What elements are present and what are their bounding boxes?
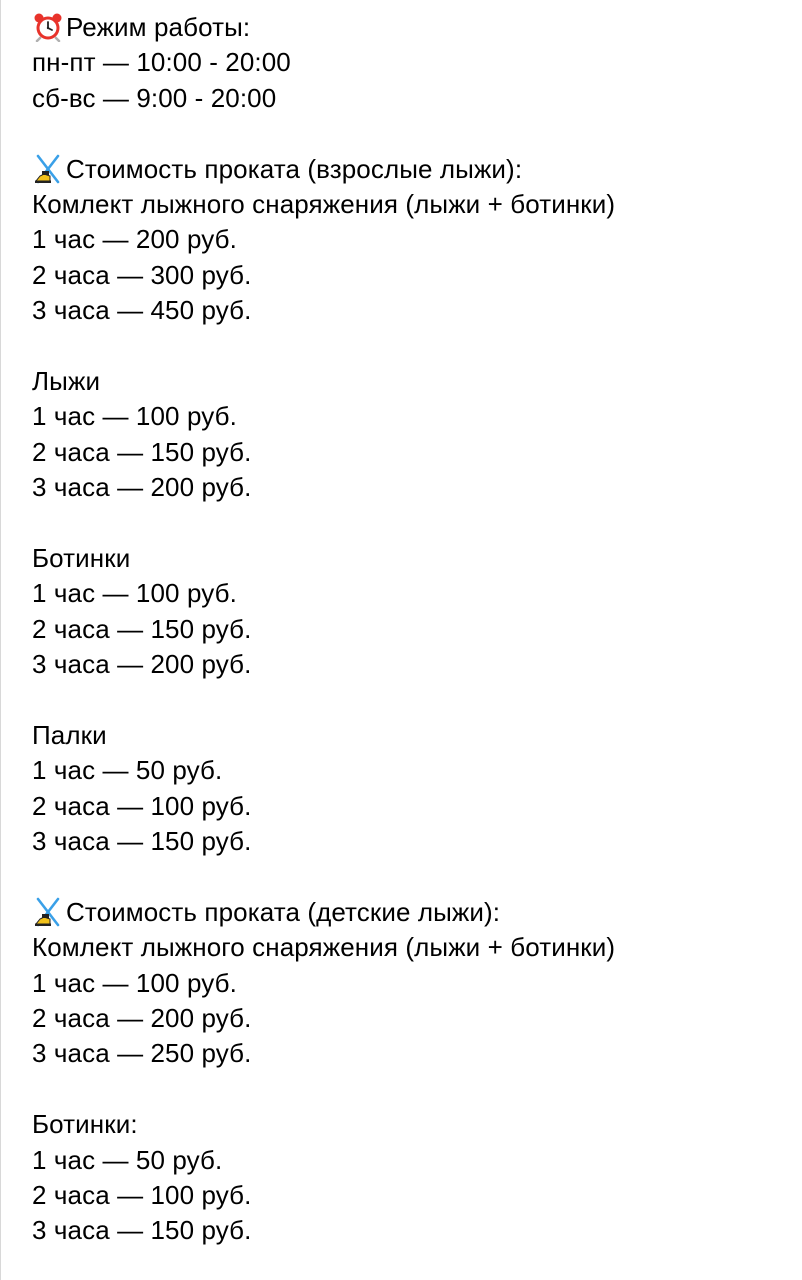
adult-set-price-2h: 2 часа — 300 руб. (32, 259, 252, 290)
adult-poles-title: Палки (32, 719, 107, 750)
hours-title: Режим работы: (66, 12, 251, 42)
adult-boots-title: Ботинки (32, 542, 131, 573)
message-text (32, 10, 792, 1249)
adult-skis-price-1h: 1 час — 100 руб. (32, 401, 237, 432)
skier-icon (32, 154, 64, 184)
adult-set-price-3h: 3 часа — 450 руб. (32, 295, 252, 326)
kids-set-price-1h: 1 час — 100 руб. (32, 967, 237, 998)
alarm-clock-icon (32, 12, 64, 42)
kids-title: Стоимость проката (детские лыжи): (66, 896, 501, 927)
kids-boots-title: Ботинки: (32, 1109, 138, 1140)
kids-boots-price-2h: 2 часа — 100 руб. (32, 1179, 252, 1210)
adult-skis-price-2h: 2 часа — 150 руб. (32, 436, 252, 467)
hours-weekdays: пн-пт — 10:00 - 20:00 (32, 47, 291, 78)
kids-boots-price-1h: 1 час — 50 руб. (32, 1144, 223, 1175)
adult-boots-price-3h: 3 часа — 200 руб. (32, 649, 252, 680)
adult-skis-price-3h: 3 часа — 200 руб. (32, 472, 252, 503)
adult-poles-price-2h: 2 часа — 100 руб. (32, 790, 252, 821)
adult-poles-price-1h: 1 час — 50 руб. (32, 755, 223, 786)
kids-boots-price-3h: 3 часа — 150 руб. (32, 1215, 252, 1246)
kids-set-title: Комлект лыжного снаряжения (лыжи + ботинки) (32, 932, 616, 963)
adult-title-line (32, 152, 792, 187)
kids-set-price-2h: 2 часа — 200 руб. (32, 1002, 252, 1033)
hours-weekend: сб-вс — 9:00 - 20:00 (32, 82, 277, 113)
skier-icon (32, 897, 64, 927)
adult-set-price-1h: 1 час — 200 руб. (32, 224, 237, 255)
kids-set-price-3h: 3 часа — 250 руб. (32, 1038, 252, 1069)
adult-title: Стоимость проката (взрослые лыжи): (66, 153, 523, 184)
kids-title-line (32, 895, 792, 930)
adult-poles-price-3h: 3 часа — 150 руб. (32, 825, 252, 856)
adult-skis-title: Лыжи (32, 365, 101, 396)
left-border (0, 0, 1, 1280)
hours-title-line (32, 10, 792, 45)
adult-boots-price-2h: 2 часа — 150 руб. (32, 613, 252, 644)
adult-boots-price-1h: 1 час — 100 руб. (32, 578, 237, 609)
adult-set-title: Комлект лыжного снаряжения (лыжи + ботинки) (32, 188, 616, 219)
